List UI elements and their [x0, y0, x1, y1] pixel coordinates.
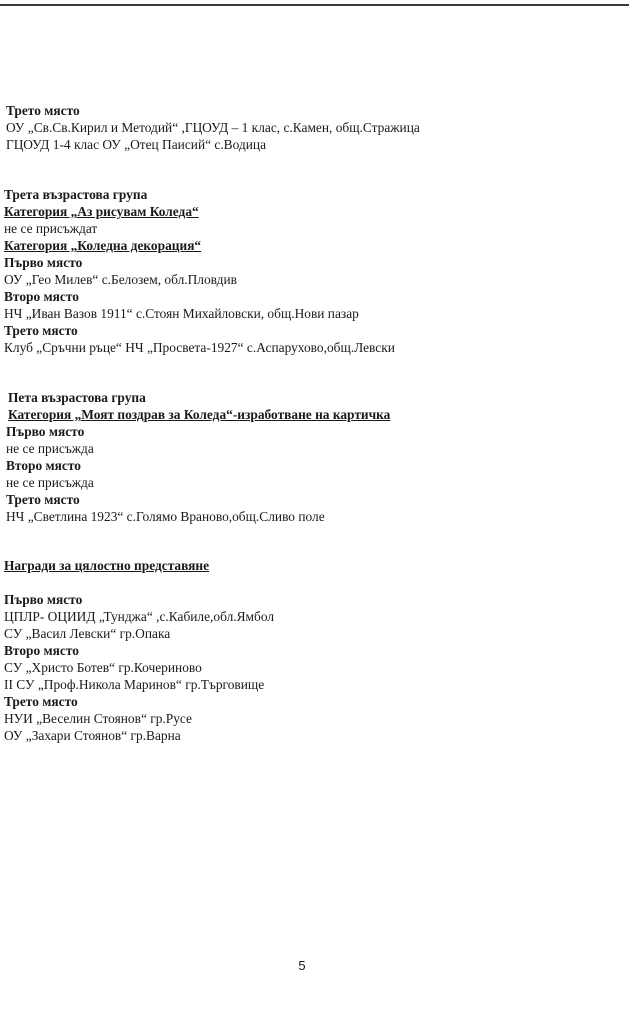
section1-place3-item-1: ОУ „Св.Св.Кирил и Методий“ ,ГЦОУД – 1 клас, с.Камен, общ.Стражица — [6, 120, 420, 135]
section4-place3-item-2: ОУ „Захари Стоянов“ гр.Варна — [4, 728, 181, 743]
section2-place2-item: НЧ „Иван Вазов 1911“ с.Стоян Михайловски, общ.Нови пазар — [4, 306, 359, 321]
section4-place2-item-1: СУ „Христо Ботев“ гр.Кочериново — [4, 660, 202, 675]
section1-place3-label: Трето място — [6, 103, 80, 118]
section4-place1-label: Първо място — [4, 592, 83, 607]
section3-place2-item: не се присъжда — [6, 475, 94, 490]
section4-place2-label: Второ място — [4, 643, 79, 658]
section2-category1-result: не се присъждат — [4, 221, 98, 236]
section4-place3-item-1: НУИ „Веселин Стоянов“ гр.Русе — [4, 711, 192, 726]
section3-place1-label: Първо място — [6, 424, 85, 439]
section2-place1-item: ОУ „Гео Милев“ с.Белозем, обл.Пловдив — [4, 272, 237, 287]
section2-place3-item: Клуб „Сръчни ръце“ НЧ „Просвета-1927“ с.Аспарухово,общ.Левски — [4, 340, 395, 355]
section3-place2-label: Второ място — [6, 458, 81, 473]
page-number: 5 — [298, 958, 306, 973]
section1-place3-item-2: ГЦОУД 1-4 клас ОУ „Отец Паисий“ с.Водица — [6, 137, 267, 152]
section3-title: Пета възрастова група — [8, 390, 146, 405]
section2-place2-label: Второ място — [4, 289, 79, 304]
section3-place1-item: не се присъжда — [6, 441, 94, 456]
section2-category1-title: Категория „Аз рисувам Коледа“ — [4, 204, 199, 219]
section3-place3-label: Трето място — [6, 492, 80, 507]
section2-place3-label: Трето място — [4, 323, 78, 338]
section2-category2-title: Категория „Коледна декорация“ — [4, 238, 202, 253]
section4-title: Награди за цялостно представяне — [4, 558, 210, 573]
section3-place3-item: НЧ „Светлина 1923“ с.Голямо Враново,общ.Сливо поле — [6, 509, 325, 524]
section4-place2-item-2: II СУ „Проф.Никола Маринов“ гр.Търговище — [4, 677, 265, 692]
section4-place3-label: Трето място — [4, 694, 78, 709]
section3-category-title: Категория „Моят поздрав за Коледа“-изработване на картичка — [8, 407, 391, 422]
page-top-border — [0, 4, 629, 6]
section2-place1-label: Първо място — [4, 255, 83, 270]
section2-title: Трета възрастова група — [4, 187, 148, 202]
section4-place1-item-2: СУ „Васил Левски“ гр.Опака — [4, 626, 171, 641]
section4-place1-item-1: ЦПЛР- ОЦИИД „Тунджа“ ,с.Кабиле,обл.Ямбол — [4, 609, 275, 624]
